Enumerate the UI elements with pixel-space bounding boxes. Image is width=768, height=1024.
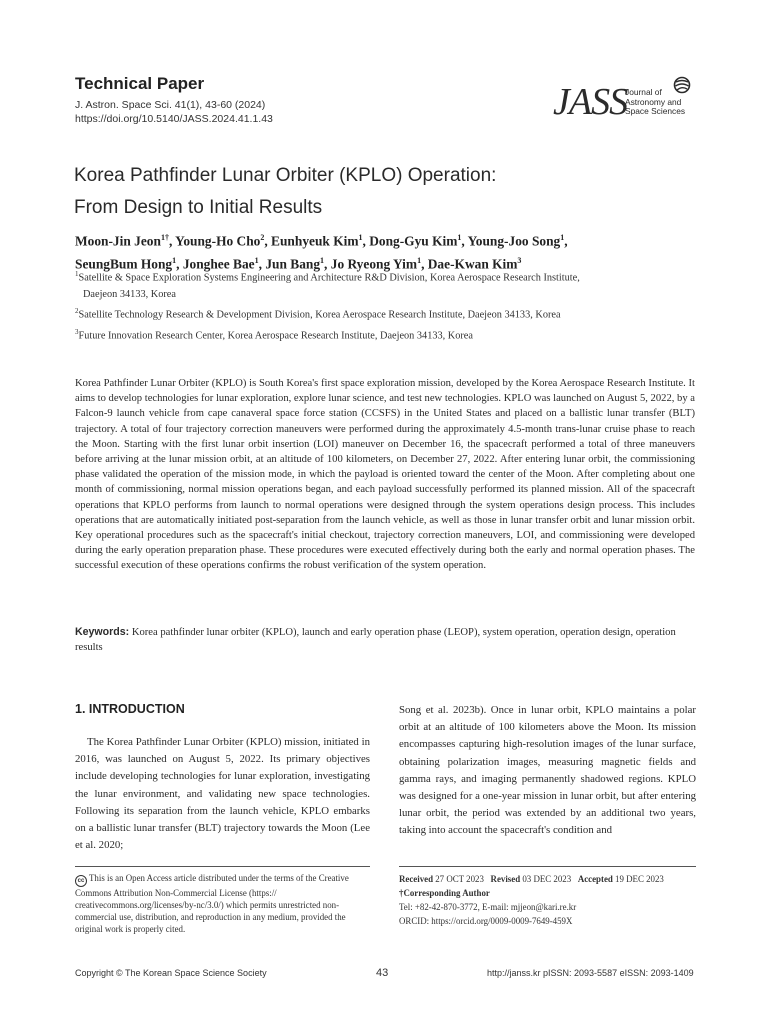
title-line: Korea Pathfinder Lunar Orbiter (KPLO) Operation:: [74, 165, 497, 186]
footnote-divider-left: [75, 866, 370, 867]
received-date: 27 OCT 2023: [435, 874, 484, 884]
author-name: Jo Ryeong Yim: [330, 256, 418, 272]
author-separator: ,: [264, 233, 272, 249]
page-number: 43: [376, 967, 389, 979]
keywords-text: Korea pathfinder lunar orbiter (KPLO), launch and early operation phase (LEOP), system operation, operation design, operation results: [75, 627, 676, 654]
author-affil-sup: 1: [254, 256, 259, 266]
author-affil-sup: 1: [417, 256, 422, 266]
author-name: Jun Bang: [265, 256, 321, 272]
body-column-right: Song et al. 2023b). Once in lunar orbit, KPLO maintains a polar orbit at an altitude of 100 kilometers above the Moon. Its mission encompasses capturing high-resolution images of the lunar surface, obtaining polarization images, measuring magnetic fields and gamma rays, and imaging permanently shadowed regions. KPLO was designed for a one-year mission in lunar orbit, but after entering lunar orbit, the period was extended by an additional two years, taking into account the spacecraft's condition and: [399, 704, 696, 837]
keywords-label: Keywords:: [75, 626, 130, 638]
footer-issn: http://janss.kr pISSN: 2093-5587 eISSN: 2093-1409: [487, 968, 694, 978]
author-affil-sup: 1: [320, 256, 325, 266]
author-affil-sup: 1: [560, 233, 565, 242]
journal-logo: [553, 76, 703, 128]
author-name: Dong-Gyu Kim: [369, 233, 458, 249]
author-separator: ,: [176, 256, 183, 272]
journal-logo-abbrev: JASS: [553, 81, 628, 123]
doi-link[interactable]: https://doi.org/10.5140/JASS.2024.41.1.43: [75, 113, 273, 125]
author-affil-sup: 3: [517, 256, 522, 266]
dates-line: [399, 872, 696, 886]
journal-logo-line: Journal of: [625, 87, 662, 97]
author-affil-sup: 1†: [160, 233, 169, 242]
author-name: Dae-Kwan Kim: [427, 256, 518, 272]
globe-icon: [673, 76, 691, 94]
affiliation-number: 3: [75, 328, 79, 337]
corresponding-author-label: †Corresponding Author: [399, 888, 490, 898]
open-access-text: This is an Open Access article distributed under the terms of the Creative Commons Attribution Non-Commercial License (https:// creativecommons.org/licenses/by-nc/3.0/) which permits unrestricted non-commercial use, distribution, and reproduction in any medium, provided the original work is properly cited.: [75, 873, 349, 934]
author-separator: ,: [168, 233, 176, 249]
journal-logo-line: Space Sciences: [625, 106, 686, 116]
contact-line: Tel: +82-42-870-3772, E-mail: mjjeon@kari.re.kr: [399, 902, 577, 912]
affiliation-1: [75, 266, 715, 287]
author-name: SeungBum Hong: [75, 256, 173, 272]
body-column-left: The Korea Pathfinder Lunar Orbiter (KPLO) mission, initiated in 2016, was launched on August 5, 2022. Its primary objectives include developing technologies for lunar exploration, investigating the lunar environment, and validating new space technologies. Following its separation from the launch vehicle, KPLO embarks on a ballistic lunar transfer (BLT) trajectory towards the Moon (Lee et al. 2020;: [75, 736, 370, 852]
author-separator: ,: [258, 256, 266, 272]
journal-reference: [75, 98, 273, 126]
affiliation-text: Satellite & Space Exploration Systems Engineering and Architecture R&D Division, Korea Aerospace Research Institute,: [78, 272, 580, 284]
author-affil-sup: 1: [172, 256, 177, 266]
article-title: [74, 160, 694, 224]
orcid-line: ORCID: https://orcid.org/0009-0009-7649-459X: [399, 916, 573, 926]
affiliations: [75, 266, 715, 345]
author-separator: ,: [362, 233, 370, 249]
affiliation-3: [75, 324, 715, 345]
journal-logo-line: Astronomy and: [625, 96, 682, 107]
revised-date: 03 DEC 2023: [522, 874, 572, 884]
abstract-text: Korea Pathfinder Lunar Orbiter (KPLO) is South Korea's first space exploration mission, developed by the Korea Aerospace Research Institute. It aims to develop technologies for lunar exploration, explore lunar science, and test new technologies. KPLO was launched on August 5, 2022, by a Falcon-9 launch vehicle from cape canaveral space force station (CCSFS) in the United States and placed on a ballistic lunar transfer (BLT) trajectory. A total of four trajectory correction maneuvers were performed during the approximately 4.5-month trans-lunar cruise phase to reach the Moon. Starting with the first lunar orbit insertion (LOI) maneuver on December 16, the spacecraft performed a total of three maneuvers before arriving at the lunar mission orbit, at an altitude of 100 kilometers, on December 27, 2022. After entering lunar orbit, the commissioning phase validated the operation of the mission mode, in which the payload is oriented toward the center of the Moon. After completing about one month of commissioning, normal mission operations began, and each payload successfully performed its planned mission. All of the spacecraft operations that KPLO performs from launch to normal operations were designed through the system operations design process. This includes operations that are automatically initiated post-separation from the launch vehicle, as well as those in lunar transfer orbit and lunar mission orbit. Key operational procedures such as the spacecraft's initial checkout, trajectory correction maneuvers, LOI, and commissioning were developed during the early operation preparation phase. These procedures were executed effectively during both the early and normal operation phases. The successful execution of these operations confirms the robust verification of the system operation.: [75, 378, 695, 572]
author-separator: ,: [461, 233, 468, 249]
author-name: Jonghee Bae: [182, 256, 255, 272]
revised-label: Revised: [490, 874, 521, 884]
author-line: [75, 228, 705, 251]
affiliation-text: Future Innovation Research Center, Korea Aerospace Research Institute, Daejeon 34133, Korea: [78, 330, 473, 342]
author-affil-sup: 1: [457, 233, 462, 242]
article-info: [399, 872, 696, 928]
author-name: Young-Joo Song: [467, 233, 561, 249]
author-affil-sup: 2: [260, 233, 265, 242]
affiliation-text: Daejeon 34133, Korea: [83, 288, 176, 300]
author-separator: ,: [564, 233, 568, 249]
affiliation-1-continued: [75, 287, 715, 304]
author-separator: ,: [421, 256, 428, 272]
affiliation-text: Satellite Technology Research & Development Division, Korea Aerospace Research Institute, Daejeon 34133, Korea: [78, 309, 561, 321]
footnote-divider-right: [399, 866, 696, 867]
open-access-note: [75, 872, 370, 935]
affiliation-2: [75, 303, 715, 324]
author-affil-sup: 1: [358, 233, 363, 242]
title-line: From Design to Initial Results: [74, 197, 323, 218]
footer-copyright: Copyright © The Korean Space Science Society: [75, 968, 267, 978]
section-heading: 1. INTRODUCTION: [75, 702, 185, 716]
received-label: Received: [399, 874, 434, 884]
author-name: Eunhyeuk Kim: [271, 233, 359, 249]
creative-commons-icon: cc: [75, 875, 87, 887]
accepted-date: 19 DEC 2023: [615, 874, 664, 884]
author-separator: ,: [324, 256, 331, 272]
citation-text: J. Astron. Space Sci. 41(1), 43-60 (2024): [75, 99, 266, 111]
affiliation-number: 1: [75, 270, 79, 278]
accepted-label: Accepted: [577, 874, 613, 884]
author-name: Moon-Jin Jeon: [75, 233, 161, 249]
keywords: [75, 625, 695, 655]
affiliation-number: 2: [75, 307, 79, 316]
author-name: Young-Ho Cho: [175, 233, 261, 249]
paper-type-label: Technical Paper: [75, 74, 205, 93]
